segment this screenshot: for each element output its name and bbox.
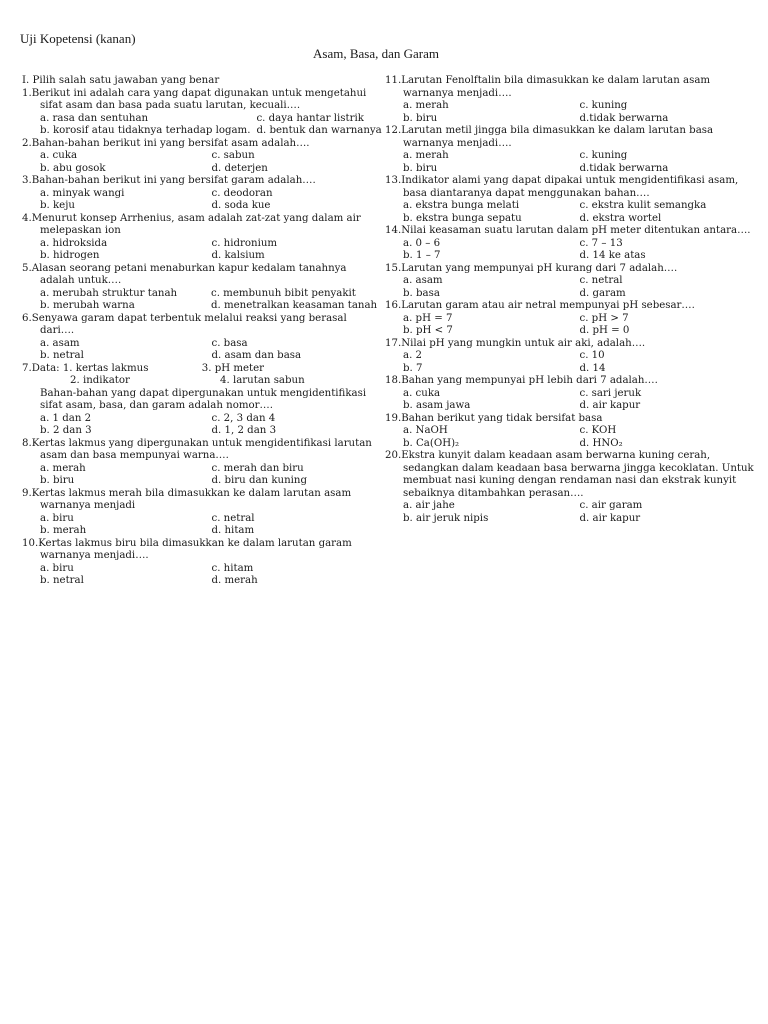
question-text-continued: sebaiknya ditambahkan perasan…. — [403, 487, 584, 499]
answer-option[interactable]: c. netral — [579, 275, 623, 286]
answer-option[interactable]: c. KOH — [579, 425, 617, 436]
question-number: 2. — [22, 137, 32, 149]
right-column — [385, 75, 754, 525]
answer-option[interactable]: b. air jeruk nipis — [403, 512, 489, 524]
answer-option[interactable]: c. air garam — [579, 500, 643, 511]
answer-options — [40, 188, 377, 213]
question-number: 13. — [385, 175, 402, 186]
answer-option[interactable]: c. basa — [211, 337, 248, 349]
answer-option[interactable]: b. keju — [40, 200, 75, 211]
answer-options — [403, 425, 750, 450]
question-item — [22, 363, 377, 438]
answer-options — [403, 350, 750, 375]
question-text: Kertas lakmus merah bila dimasukkan ke dalam larutan asam — [31, 487, 352, 499]
answer-option[interactable]: d. deterjen — [211, 162, 268, 174]
question-text: Indikator alami yang dapat dipakai untuk mengidentifikasi asam, — [401, 175, 739, 186]
answer-option[interactable]: c. 2, 3 dan 4 — [211, 412, 276, 424]
question-item — [385, 450, 754, 525]
question-text-continued: warnanya menjadi…. — [403, 137, 512, 149]
answer-options — [40, 563, 377, 588]
question-number: 6. — [22, 312, 32, 324]
answer-option[interactable]: b. hidrogen — [40, 250, 100, 261]
answer-option[interactable]: c. pH > 7 — [579, 312, 629, 324]
answer-option[interactable]: b. biru — [403, 162, 438, 174]
answer-options — [40, 338, 377, 363]
answer-options — [403, 200, 750, 225]
question-item — [385, 263, 750, 301]
answer-option[interactable]: b. korosif atau tidaknya terhadap logam. — [40, 125, 251, 136]
answer-option[interactable]: a. merah — [40, 462, 86, 474]
answer-option[interactable]: d. kalsium — [211, 250, 265, 261]
question-text: Bahan-bahan berikut ini yang bersifat asam adalah…. — [31, 137, 310, 149]
answer-option[interactable]: d. 14 ke atas — [579, 250, 646, 261]
answer-option[interactable]: b. biru — [40, 475, 75, 486]
question-item — [385, 375, 750, 413]
answer-option[interactable]: c. 7 – 13 — [579, 237, 623, 249]
question-number: 3. — [22, 175, 32, 186]
question-item — [22, 138, 377, 176]
answer-option[interactable]: d. air kapur — [579, 400, 641, 411]
answer-option[interactable]: b. pH < 7 — [403, 325, 453, 336]
answer-option[interactable]: d. bentuk dan warnanya — [256, 125, 382, 136]
answer-option[interactable]: a. 1 dan 2 — [40, 412, 92, 424]
answer-option[interactable]: a. merah — [403, 150, 449, 161]
answer-option[interactable]: b. merubah warna — [40, 300, 135, 311]
answer-option[interactable]: c. kuning — [579, 150, 628, 161]
answer-option[interactable]: a. 0 – 6 — [403, 237, 441, 249]
question-number: 9. — [22, 487, 32, 499]
question-item — [385, 413, 750, 451]
question-text: Larutan garam atau air netral mempunyai pH sebesar…. — [401, 300, 695, 311]
question-text-continued: warnanya menjadi…. — [403, 87, 512, 99]
answer-option[interactable]: a. biru — [40, 512, 74, 524]
answer-option[interactable]: d. soda kue — [211, 200, 271, 211]
question-item — [22, 438, 377, 488]
question-item — [385, 175, 750, 225]
question-text-continued: sedangkan dalam keadaan basa berwarna jingga kecoklatan. Untuk — [403, 462, 754, 474]
answer-option[interactable]: c. sabun — [211, 150, 255, 161]
answer-option[interactable]: d.tidak berwarna — [579, 112, 669, 124]
answer-option[interactable]: b. merah — [40, 525, 87, 536]
answer-options — [40, 413, 377, 438]
answer-option[interactable]: d. 1, 2 dan 3 — [211, 425, 277, 436]
question-text-continued: sifat asam dan basa pada suatu larutan, kecuali…. — [40, 100, 301, 111]
answer-option[interactable]: b. Ca(OH)₂ — [403, 437, 460, 449]
answer-option[interactable]: b. abu gosok — [40, 162, 106, 174]
answer-option[interactable]: a. 2 — [403, 350, 423, 361]
question-number: 16. — [385, 300, 402, 311]
question-number: 14. — [385, 225, 402, 236]
question-item — [385, 125, 750, 175]
answer-option[interactable]: c. sari jeruk — [579, 387, 642, 399]
answer-option[interactable]: a. asam — [403, 275, 443, 286]
answer-option[interactable]: d. garam — [579, 287, 626, 299]
answer-option[interactable]: a. merubah struktur tanah — [40, 287, 178, 299]
answer-option[interactable]: a. merah — [403, 100, 449, 111]
instruction: I. Pilih salah satu jawaban yang benar — [22, 75, 220, 86]
answer-option[interactable]: c. deodoran — [211, 187, 273, 199]
question-item — [385, 75, 750, 125]
question-number: 12. — [385, 125, 402, 136]
answer-option[interactable]: c. hidronium — [211, 237, 278, 249]
answer-option[interactable]: a. rasa dan sentuhan — [40, 112, 149, 124]
answer-option[interactable]: d. ekstra wortel — [579, 212, 662, 224]
question-text: Ekstra kunyit dalam keadaan asam berwarna kuning cerah, — [401, 450, 711, 461]
question-number: 17. — [385, 337, 402, 349]
answer-option[interactable]: d. HNO₂ — [579, 437, 623, 449]
answer-options — [403, 238, 750, 263]
answer-option[interactable]: c. hitam — [211, 562, 254, 574]
answer-option[interactable]: b. netral — [40, 575, 84, 586]
question-text-continued: Bahan-bahan yang dapat dipergunakan untuk mengidentifikasi — [40, 387, 367, 399]
answer-option[interactable]: c. netral — [211, 512, 255, 524]
question-item — [22, 313, 377, 363]
question-item — [385, 300, 750, 338]
document-title: Asam, Basa, dan Garam — [313, 46, 439, 61]
question-item — [385, 338, 750, 376]
answer-option[interactable]: a. asam — [40, 337, 80, 349]
question-text-continued: asam dan basa mempunyai warna…. — [40, 450, 229, 461]
answer-option[interactable]: c. daya hantar listrik — [256, 112, 364, 124]
question-text-continued: basa diantaranya dapat menggunakan bahan…. — [403, 187, 650, 199]
question-number: 10. — [22, 537, 39, 549]
answer-option[interactable]: d. hitam — [211, 525, 255, 536]
question-text: Larutan Fenolftalin bila dimasukkan ke dalam larutan asam — [401, 75, 711, 86]
data-item: 4. larutan sabun — [220, 375, 305, 386]
question-number: 11. — [385, 75, 402, 86]
answer-option[interactable]: a. NaOH — [403, 425, 448, 436]
question-text: Senyawa garam dapat terbentuk melalui reaksi yang berasal — [31, 312, 347, 324]
question-text: Kertas lakmus biru bila dimasukkan ke dalam larutan garam — [38, 537, 352, 549]
data-item: 3. pH meter — [201, 362, 265, 374]
question-number: 1. — [22, 87, 32, 99]
data-item: 2. indikator — [70, 375, 130, 386]
question-item — [22, 175, 377, 213]
answer-options — [40, 238, 377, 263]
answer-option[interactable]: d. merah — [211, 575, 258, 586]
answer-option[interactable]: b. 2 dan 3 — [40, 425, 92, 436]
question-text: Bahan yang mempunyai pH lebih dari 7 adalah…. — [401, 375, 658, 386]
question-text-continued: warnanya menjadi…. — [40, 550, 149, 561]
answer-option[interactable]: a. pH = 7 — [403, 312, 453, 324]
answer-option[interactable]: a. minyak wangi — [40, 187, 125, 199]
answer-option[interactable]: d. menetralkan keasaman tanah — [211, 300, 378, 311]
question-number: 7. — [22, 362, 32, 374]
answer-option[interactable]: c. membunuh bibit penyakit — [211, 287, 356, 299]
answer-option[interactable]: c. ekstra kulit semangka — [579, 200, 707, 211]
question-item — [22, 87, 382, 138]
question-number: 19. — [385, 412, 402, 424]
answer-option[interactable]: a. air jahe — [403, 500, 455, 511]
answer-options — [403, 150, 750, 175]
question-item — [385, 225, 750, 263]
question-number: 20. — [385, 450, 402, 461]
answer-option[interactable]: b. 7 — [403, 362, 423, 374]
answer-options — [40, 150, 377, 175]
answer-option[interactable]: b. 1 – 7 — [403, 250, 441, 261]
answer-options — [40, 463, 377, 488]
question-item — [22, 263, 377, 313]
question-item — [22, 213, 377, 263]
question-text-continued: membuat nasi kuning dengan rendaman nasi dan ekstrak kunyit — [403, 475, 737, 486]
answer-options — [403, 100, 750, 125]
answer-option[interactable]: d. asam dan basa — [211, 350, 302, 361]
question-text: Menurut konsep Arrhenius, asam adalah zat-zat yang dalam air — [31, 212, 361, 224]
answer-options — [403, 275, 750, 300]
question-text: Alasan seorang petani menaburkan kapur kedalam tanahnya — [31, 262, 347, 274]
answer-option[interactable]: a. hidroksida — [40, 237, 108, 249]
question-text: Larutan yang mempunyai pH kurang dari 7 adalah…. — [401, 262, 678, 274]
answer-options — [403, 313, 750, 338]
answer-option[interactable]: b. asam jawa — [403, 400, 471, 411]
question-item — [22, 488, 377, 538]
question-number: 5. — [22, 262, 32, 274]
answer-option[interactable]: b. basa — [403, 287, 440, 299]
answer-option[interactable]: a. ekstra bunga melati — [403, 200, 520, 211]
answer-option[interactable]: c. kuning — [579, 100, 628, 111]
answer-option[interactable]: d. biru dan kuning — [211, 475, 307, 486]
question-number: 15. — [385, 262, 402, 274]
answer-option[interactable]: d. 14 — [579, 362, 606, 374]
answer-option[interactable]: b. netral — [40, 350, 84, 361]
question-list-right — [385, 75, 754, 525]
answer-option[interactable]: d. pH = 0 — [579, 325, 630, 336]
question-number: 8. — [22, 437, 32, 449]
question-text: Bahan berikut yang tidak bersifat basa — [401, 412, 603, 424]
answer-option[interactable]: a. biru — [40, 562, 74, 574]
question-text-continued: dari…. — [40, 325, 75, 336]
question-number: 4. — [22, 212, 32, 224]
answer-options — [403, 500, 750, 525]
answer-option[interactable]: b. ekstra bunga sepatu — [403, 212, 522, 224]
answer-option[interactable]: d. air kapur — [579, 512, 641, 524]
answer-option[interactable]: b. biru — [403, 112, 438, 124]
question-text: Berikut ini adalah cara yang dapat digunakan untuk mengetahui — [31, 87, 367, 99]
question-text-continued: adalah untuk…. — [40, 275, 122, 286]
answer-option[interactable]: a. cuka — [403, 387, 441, 399]
document-subtitle: Uji Kopetensi (kanan) — [20, 31, 136, 46]
answer-options — [40, 513, 377, 538]
question-text: Larutan metil jingga bila dimasukkan ke dalam larutan basa — [401, 125, 714, 136]
question-text-continued: melepaskan ion — [40, 225, 121, 236]
question-text: Data: 1. kertas lakmus — [31, 362, 149, 374]
answer-option[interactable]: c. 10 — [579, 350, 605, 361]
question-text-continued: warnanya menjadi — [40, 500, 136, 511]
answer-options — [403, 388, 750, 413]
answer-options — [40, 288, 377, 313]
answer-option[interactable]: c. merah dan biru — [211, 462, 304, 474]
question-text-continued: sifat asam, basa, dan garam adalah nomor…. — [40, 400, 273, 411]
question-list-left — [22, 87, 382, 588]
answer-option[interactable]: d.tidak berwarna — [579, 162, 669, 174]
question-number: 18. — [385, 375, 402, 386]
left-column — [22, 75, 382, 588]
answer-options — [40, 112, 382, 138]
question-text: Bahan-bahan berikut ini yang bersifat garam adalah…. — [31, 175, 316, 186]
question-text: Nilai keasaman suatu larutan dalam pH meter ditentukan antara…. — [401, 225, 751, 236]
question-text: Nilai pH yang mungkin untuk air aki, adalah…. — [401, 337, 646, 349]
question-item — [22, 538, 377, 588]
answer-option[interactable]: a. cuka — [40, 150, 78, 161]
question-text: Kertas lakmus yang dipergunakan untuk mengidentifikasi larutan — [31, 437, 372, 449]
